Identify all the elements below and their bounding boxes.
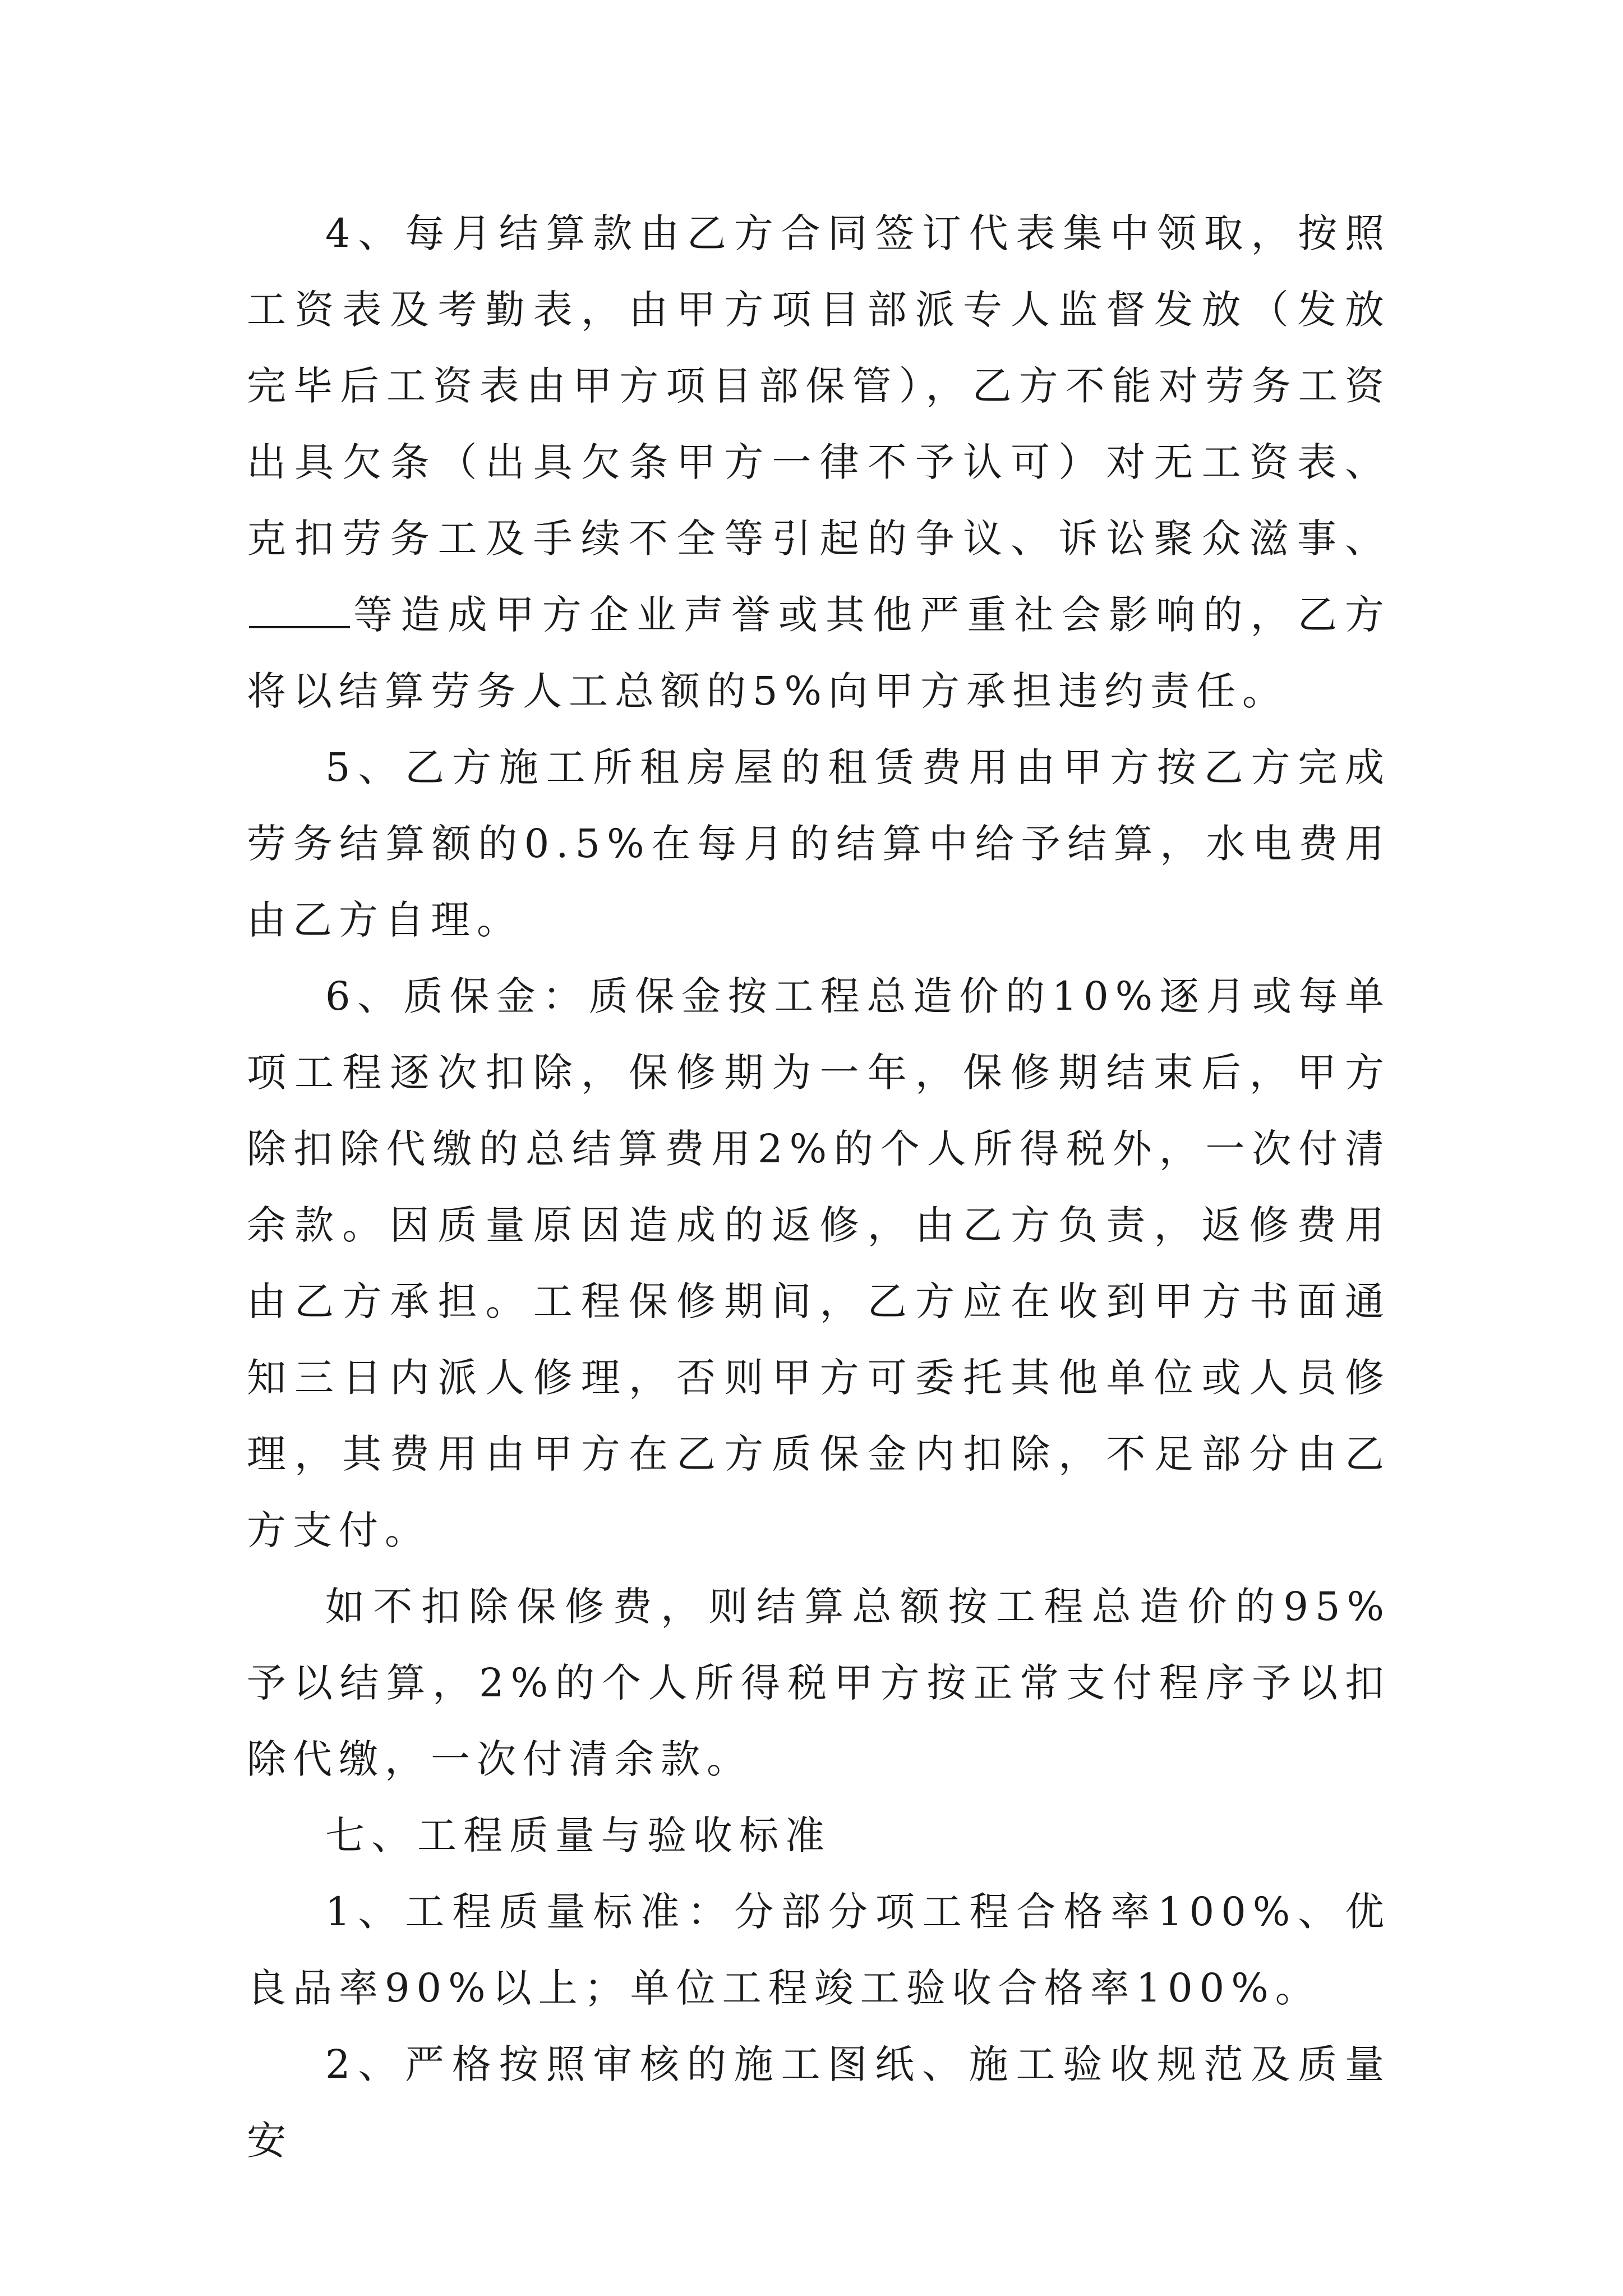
paragraph-inspection: 2、严格按照审核的施工图纸、施工验收规范及质量安: [247, 2041, 1391, 2164]
paragraph-settlement-part2: 等造成甲方企业声誉或其他严重社会影响的，乙方将以结算劳务人工总额的5%向甲方承担违约责任。: [247, 592, 1391, 714]
blank-field: [249, 592, 350, 628]
document-page: [247, 195, 1391, 2179]
paragraph-rent: 5、乙方施工所租房屋的租赁费用由甲方按乙方完成劳务结算额的0.5%在每月的结算中给予结算，水电费用由乙方自理。: [247, 744, 1391, 943]
paragraph-warranty-deposit: 6、质保金：质保金按工程总造价的10%逐月或每单项工程逐次扣除，保修期为一年，保修期结束后，甲方除扣除代缴的总结算费用2%的个人所得税外，一次付清余款。因质量原因造成的返修，由乙方负责，返修费用由乙方承担。工程保修期间，乙方应在收到甲方书面通知三日内派人修理，否则甲方可委托其他单位或人员修理，其费用由甲方在乙方质保金内扣除，不足部分由乙方支付。: [247, 973, 1391, 1553]
paragraph-quality-standard: 1、工程质量标准：分部分项工程合格率100%、优良品率90%以上；单位工程竣工验收合格率100%。: [247, 1889, 1391, 2011]
paragraph-no-deduction: 如不扣除保修费，则结算总额按工程总造价的95%予以结算，2%的个人所得税甲方按正常支付程序予以扣除代缴，一次付清余款。: [247, 1584, 1391, 1782]
paragraph-settlement: [247, 195, 1391, 729]
section-heading-quality: 七、工程质量与验收标准: [325, 1812, 831, 1858]
paragraph-settlement-part1: 4、每月结算款由乙方合同签订代表集中领取，按照工资表及考勤表，由甲方项目部派专人监督发放（发放完毕后工资表由甲方项目部保管），乙方不能对劳务工资出具欠条（出具欠条甲方一律不予认可）对无工资表、克扣劳务工及手续不全等引起的争议、诉讼聚众滋事、: [247, 210, 1391, 562]
